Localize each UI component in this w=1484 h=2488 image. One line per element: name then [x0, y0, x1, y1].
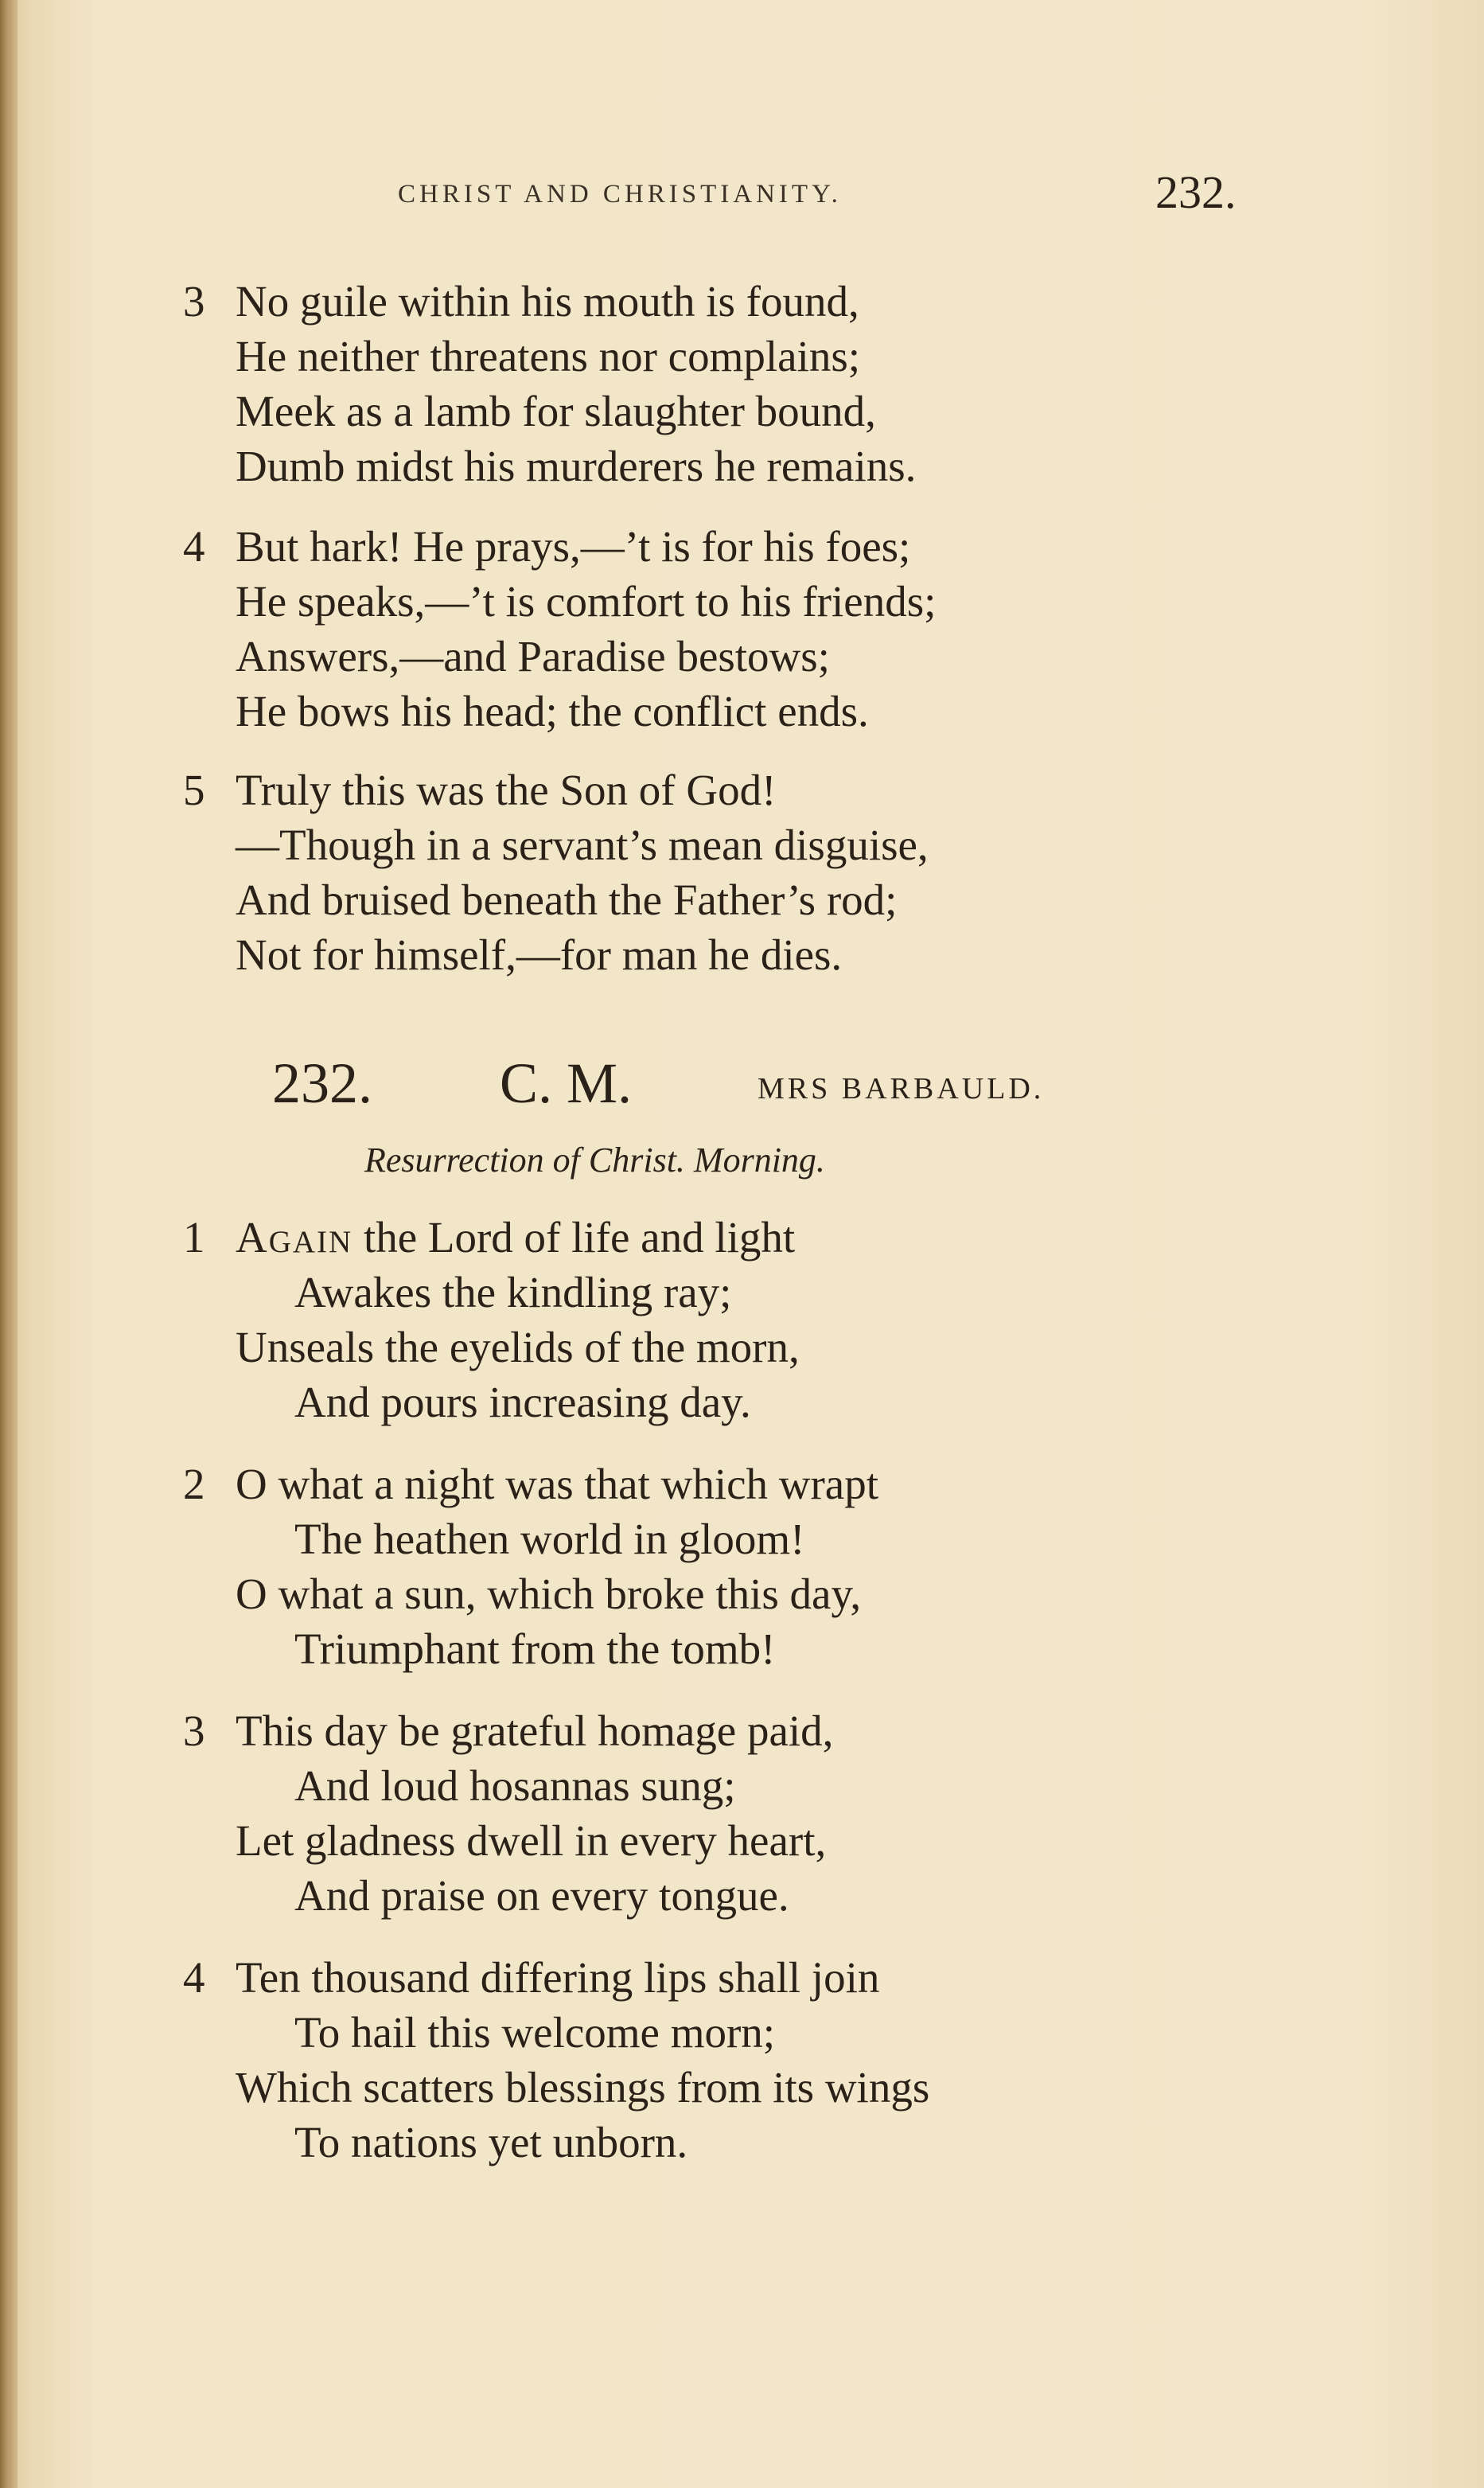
stanza-number: 2 — [183, 1460, 205, 1508]
stanza-line: And pours increasing day. — [294, 1378, 751, 1426]
hymn-stanza-4 — [183, 1950, 1377, 2170]
running-head — [0, 166, 1484, 224]
hymn-subject: Resurrection of Christ. Morning. — [364, 1141, 825, 1180]
stanza-line: Answers,—and Paradise bestows; — [236, 632, 830, 680]
prev-hymn-stanza-3 — [183, 274, 1377, 493]
stanza-number: 4 — [183, 522, 205, 571]
stanza-line: And bruised beneath the Father’s rod; — [236, 875, 898, 924]
stanza-first-word: Again — [236, 1213, 353, 1262]
stanza-line: Dumb midst his murderers he remains. — [236, 442, 917, 490]
hymn-author: MRS BARBAULD. — [758, 1072, 1045, 1106]
stanza-line: the Lord of life and light — [352, 1213, 796, 1262]
hymn-stanza-3 — [183, 1703, 1377, 1923]
stanza-number: 4 — [183, 1953, 205, 2002]
stanza-line: —Though in a servant’s mean disguise, — [236, 821, 929, 869]
stanza-line: But hark! He prays,—’t is for his foes; — [236, 522, 911, 571]
stanza-number: 1 — [183, 1213, 205, 1262]
stanza-number: 3 — [183, 277, 205, 326]
stanza-line: Meek as a lamb for slaughter bound, — [236, 387, 876, 435]
stanza-line: Let gladness dwell in every heart, — [236, 1816, 827, 1865]
stanza-line: Which scatters blessings from its wings — [236, 2063, 930, 2112]
stanza-line: To nations yet unborn. — [294, 2118, 688, 2166]
running-title: CHRIST AND CHRISTIANITY. — [398, 180, 842, 209]
stanza-number: 5 — [183, 766, 205, 814]
stanza-line: Triumphant from the tomb! — [294, 1624, 776, 1673]
prev-hymn-stanza-4 — [183, 519, 1377, 739]
hymn-header — [0, 1051, 1484, 1122]
stanza-number: 3 — [183, 1706, 205, 1755]
page-number: 232. — [1155, 166, 1237, 218]
page-binding-edge — [0, 0, 18, 2488]
stanza-line: He neither threatens nor complains; — [236, 332, 861, 380]
stanza-line: Truly this was the Son of God! — [236, 766, 777, 814]
stanza-line: The heathen world in gloom! — [294, 1515, 805, 1563]
stanza-line: And loud hosannas sung; — [294, 1761, 736, 1810]
stanza-line: This day be grateful homage paid, — [236, 1706, 834, 1755]
stanza-line: Ten thousand differing lips shall join — [236, 1953, 880, 2002]
stanza-line: Awakes the kindling ray; — [294, 1268, 732, 1316]
hymn-number: 232. — [272, 1051, 372, 1115]
stanza-line: And praise on every tongue. — [294, 1871, 789, 1920]
stanza-line: O what a sun, which broke this day, — [236, 1570, 862, 1618]
stanza-line: Unseals the eyelids of the morn, — [236, 1323, 800, 1371]
hymn-stanza-2 — [183, 1457, 1377, 1676]
prev-hymn-stanza-5 — [183, 762, 1377, 982]
stanza-line: O what a night was that which wrapt — [236, 1460, 879, 1508]
stanza-line: To hail this welcome morn; — [294, 2008, 776, 2057]
stanza-line: He speaks,—’t is comfort to his friends; — [236, 577, 937, 626]
hymn-meter: C. M. — [500, 1051, 633, 1115]
hymn-stanza-1 — [183, 1210, 1377, 1429]
stanza-line: Not for himself,—for man he dies. — [236, 930, 843, 979]
stanza-line: He bows his head; the conflict ends. — [236, 687, 869, 735]
stanza-line: No guile within his mouth is found, — [236, 277, 859, 326]
